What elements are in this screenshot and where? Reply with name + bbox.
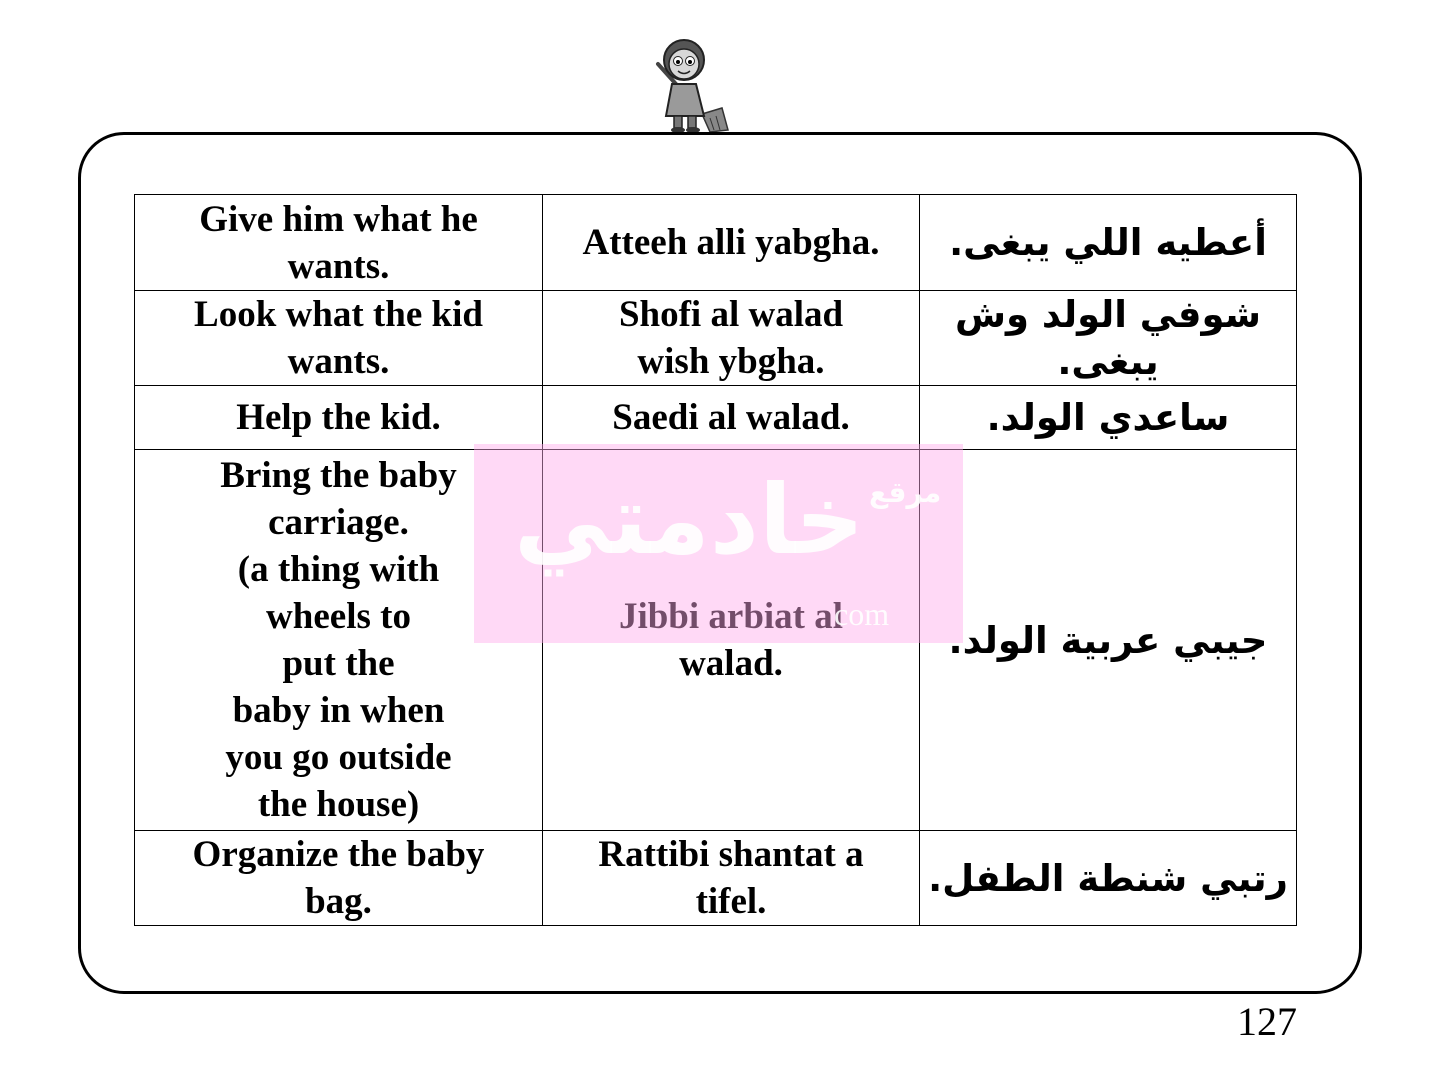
english-cell: Organize the baby bag. [135, 831, 543, 926]
english-cell: Bring the baby carriage. (a thing with wheels to put the baby in when you go outside the house) [135, 450, 543, 831]
watermark-domain: com [834, 596, 890, 632]
english-cell: Help the kid. [135, 386, 543, 450]
arabic-cell: رتبي شنطة الطفل. [920, 831, 1297, 926]
arabic-cell: شوفي الولد وش يبغى. [920, 291, 1297, 386]
watermark-prefix: مرقع [869, 476, 942, 509]
transliteration-cell: Jibbi arbiat al walad. [543, 450, 920, 831]
english-cell: Look what the kid wants. [135, 291, 543, 386]
table-row [135, 195, 1297, 291]
transliteration-cell: Saedi al walad. [543, 386, 920, 450]
table-row [135, 291, 1297, 386]
table-row [135, 386, 1297, 450]
girl-with-broom-icon [650, 34, 734, 134]
watermark [474, 444, 963, 643]
transliteration-cell: Rattibi shantat a tifel. [543, 831, 920, 926]
arabic-cell: أعطيه اللي يبغى. [920, 195, 1297, 291]
transliteration-cell: Atteeh alli yabgha. [543, 195, 920, 291]
english-cell: Give him what he wants. [135, 195, 543, 291]
watermark-main: خادمتي [514, 464, 865, 576]
transliteration-cell: Shofi al walad wish ybgha. [543, 291, 920, 386]
table-row [135, 831, 1297, 926]
arabic-cell: جيبي عربية الولد. [920, 450, 1297, 831]
page-number: 127 [1237, 999, 1297, 1044]
arabic-cell: ساعدي الولد. [920, 386, 1297, 450]
